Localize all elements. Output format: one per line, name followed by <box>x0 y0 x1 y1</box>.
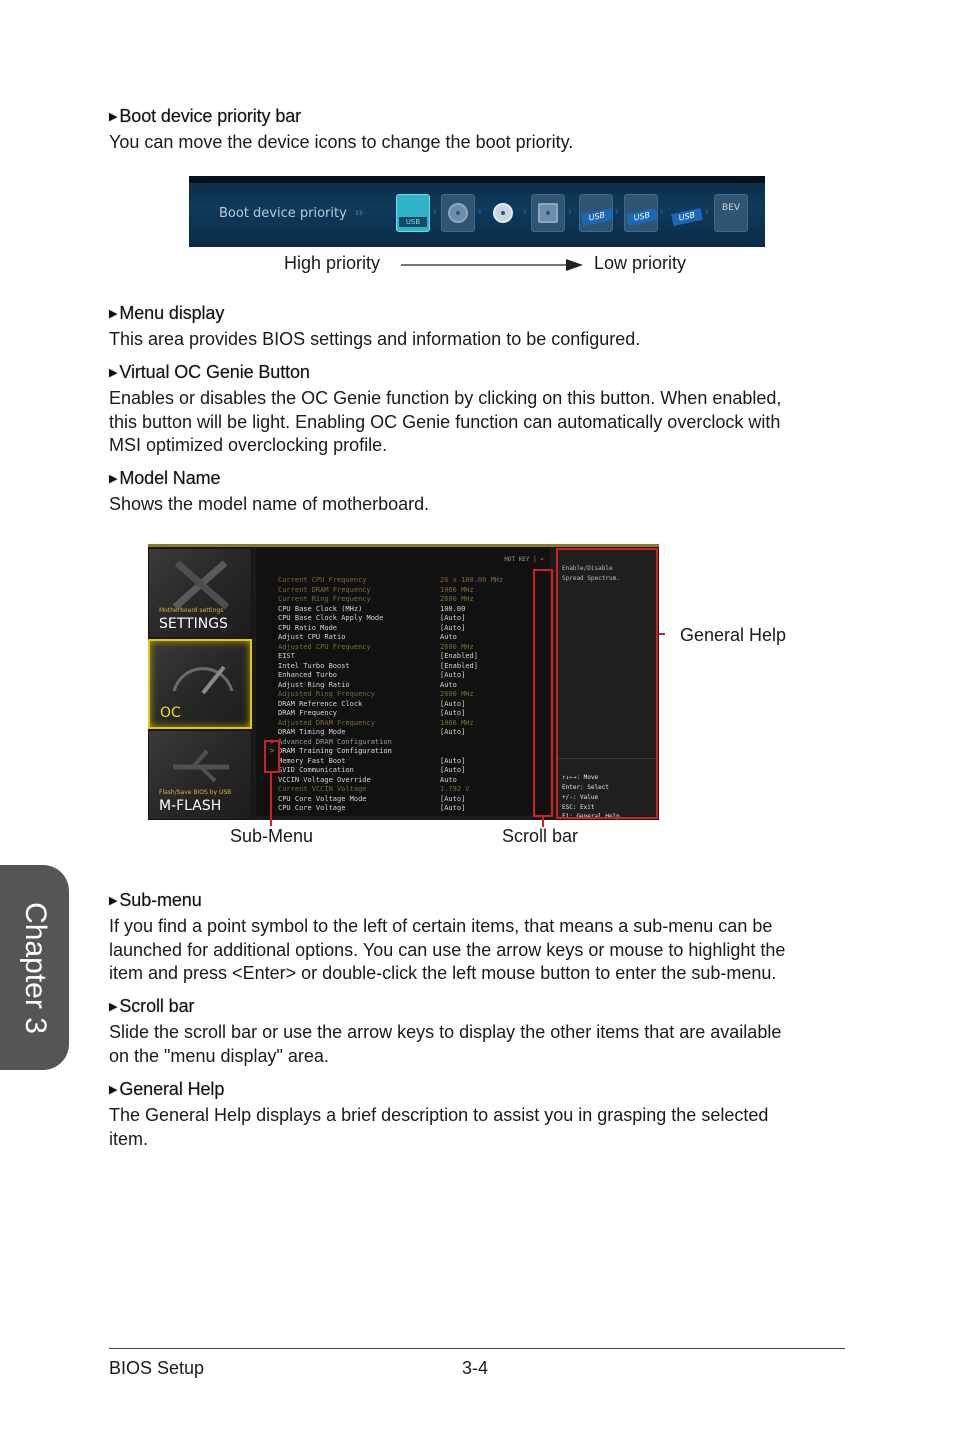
menu-item-label: CPU Core Voltage Mode <box>278 794 367 803</box>
sub-menu-pointer-icon: > <box>270 738 275 746</box>
menu-item-label: Current Ring Frequency <box>278 595 371 603</box>
heading-menu-display: ▶ Menu display <box>109 303 225 323</box>
menu-item[interactable] <box>278 718 474 728</box>
scroll-bar-text: Slide the scroll bar or use the arrow keys to display the other items that are available on the "menu display" area. <box>109 1022 782 1066</box>
menu-item-value: [Auto] <box>440 699 466 708</box>
bev-device-icon[interactable]: BEV <box>714 194 748 232</box>
scroll-bar-callout-label: Scroll bar <box>502 826 579 846</box>
menu-item-value: 100.00 <box>440 604 466 613</box>
menu-item-label: CPU Base Clock (MHz) <box>278 604 363 613</box>
sub-menu-text: If you find a point symbol to the left of certain items, that means a sub-menu can be launched for additional options. You can use the arrow keys or mouse to highlight the item and press <Enter> or double-click the left mouse button to enter the sub-menu. <box>109 916 786 983</box>
menu-item[interactable] <box>278 652 478 661</box>
scroll-bar-callout-box <box>533 569 553 817</box>
boot-bar-title: Boot device priority <box>219 206 347 221</box>
menu-item[interactable] <box>278 766 466 775</box>
bullet-triangle-icon: ▶ <box>109 111 118 123</box>
menu-item-value: 1.792 V <box>440 785 470 793</box>
separator-icon: › <box>433 206 437 217</box>
footer-rule <box>109 1348 845 1349</box>
menu-item-value: 1066 MHz <box>440 718 474 727</box>
bullet-triangle-icon: ▶ <box>109 1084 118 1096</box>
bullet-triangle-icon: ▶ <box>109 367 118 379</box>
heading-model-name: ▶ Model Name <box>109 468 221 488</box>
separator-icon: › <box>568 206 572 217</box>
general-help-leader-line <box>659 633 665 635</box>
menu-item[interactable] <box>278 690 474 699</box>
menu-item[interactable] <box>278 576 504 585</box>
menu-item[interactable] <box>278 699 466 709</box>
gauge-icon <box>168 647 238 707</box>
menu-item-value: [Auto] <box>440 766 466 774</box>
disk-icon <box>448 203 468 223</box>
boot-device-priority-bar <box>189 176 765 247</box>
menu-item-label: Adjust CPU Ratio <box>278 633 346 641</box>
menu-item-label: Adjusted Ring Frequency <box>278 690 375 698</box>
menu-item[interactable] <box>278 709 466 718</box>
menu-item[interactable] <box>278 661 478 671</box>
menu-item-value: [Auto] <box>440 804 466 812</box>
menu-item[interactable] <box>278 804 466 813</box>
menu-item-value: 2600 MHz <box>440 642 474 651</box>
menu-item-value: Auto <box>440 633 457 641</box>
menu-item-value: [Auto] <box>440 671 466 679</box>
settings-tile[interactable] <box>148 548 252 638</box>
network-icon <box>538 203 558 223</box>
menu-item[interactable] <box>278 614 466 623</box>
menu-item-label: Current CPU Frequency <box>278 576 367 584</box>
heading-boot-priority: ▶ Boot device priority bar <box>109 106 302 126</box>
chapter-tab: Chapter 3 <box>0 865 69 1070</box>
optical-drive-device-icon[interactable] <box>486 194 520 232</box>
menu-item-label: Current VCCIN Voltage <box>278 785 367 793</box>
menu-item-label: DRAM Training Configuration <box>278 747 392 755</box>
chevron-right-icon: ›› <box>355 205 363 219</box>
menu-item[interactable] <box>278 775 457 785</box>
menu-item-label: DRAM Reference Clock <box>278 699 363 708</box>
menu-item-value: [Auto] <box>440 794 466 803</box>
panel-top-accent <box>148 544 659 547</box>
hard-disk-device-icon[interactable] <box>441 194 475 232</box>
menu-item-label: DRAM Timing Mode <box>278 728 346 736</box>
menu-item-value: 26 x 100.00 MHz <box>440 576 504 584</box>
oc-tile-title: OC <box>160 705 181 721</box>
menu-item[interactable] <box>278 595 474 604</box>
menu-item[interactable] <box>278 785 470 794</box>
boot-priority-text: You can move the device icons to change the boot priority. <box>109 132 574 152</box>
sub-menu-pointer-icon: > <box>270 748 275 755</box>
help-text-line: Spread Spectrum. <box>562 575 620 582</box>
menu-item-value: [Auto] <box>440 614 466 622</box>
model-name-text: Shows the model name of motherboard. <box>109 494 430 514</box>
menu-item[interactable] <box>278 747 392 756</box>
menu-item[interactable] <box>278 623 466 633</box>
separator-icon: › <box>478 206 482 217</box>
oc-tile[interactable] <box>148 639 252 729</box>
menu-item-value: Auto <box>440 680 457 689</box>
menu-item-label: CPU Ratio Mode <box>278 623 338 632</box>
menu-item-label: Intel Turbo Boost <box>278 661 350 670</box>
menu-display-area <box>256 548 550 816</box>
usb-key-device-icon[interactable]: USB <box>396 194 430 232</box>
bullet-triangle-icon: ▶ <box>109 308 118 320</box>
menu-item-label: DRAM Frequency <box>278 709 338 717</box>
menu-item-label: VCCIN Voltage Override <box>278 775 371 784</box>
usb-cd-device-icon[interactable]: USB <box>669 194 703 232</box>
key-hint-line: Enter: Select <box>562 784 609 791</box>
separator-icon: › <box>523 206 527 217</box>
menu-item-value: 1066 MHz <box>440 585 474 594</box>
menu-item-value: [Enabled] <box>440 652 478 660</box>
m-flash-tile-subtitle: Flash/Save BIOS by USB <box>159 789 232 796</box>
usb-hdd-device-icon[interactable]: USB <box>579 194 613 232</box>
menu-item-label: CPU Core Voltage <box>278 804 346 812</box>
key-hint-line: ESC: Exit <box>562 804 595 811</box>
general-help-callout-box <box>556 548 658 819</box>
heading-virtual-oc-genie: ▶ Virtual OC Genie Button <box>109 362 310 382</box>
heading-sub-menu: ▶ Sub-menu <box>109 890 202 910</box>
separator-icon: › <box>705 206 709 217</box>
menu-item[interactable] <box>278 671 466 680</box>
menu-item-value: [Auto] <box>440 756 466 765</box>
menu-item-label: Memory Fast Boot <box>278 756 346 765</box>
menu-item[interactable] <box>278 642 474 652</box>
virtual-oc-genie-text: Enables or disables the OC Genie function by clicking on this button. When enabled, this button will be light. Enabling OC Genie function can automatically overclock with MSI optimized overclocking profile. <box>109 388 782 455</box>
disc-icon <box>493 203 513 223</box>
menu-item-label: Current DRAM Frequency <box>278 585 371 594</box>
key-hint-line: +/-: Value <box>562 794 599 801</box>
menu-item-value: 2600 MHz <box>440 595 474 603</box>
low-priority-label: Low priority <box>594 253 687 273</box>
sub-menu-callout-label: Sub-Menu <box>230 826 314 846</box>
heading-scroll-bar: ▶ Scroll bar <box>109 996 195 1016</box>
menu-item-label: Advanced DRAM Configuration <box>278 737 392 746</box>
menu-item-label: Adjusted DRAM Frequency <box>278 718 375 727</box>
menu-item-label: Adjust Ring Ratio <box>278 680 350 689</box>
footer-title: BIOS Setup <box>109 1358 205 1378</box>
general-help-callout-label: General Help <box>680 625 787 645</box>
usb-floppy-device-icon[interactable]: USB <box>624 194 658 232</box>
hotkey-label[interactable]: HOT KEY | ↶ <box>504 556 544 563</box>
menu-item-value: [Auto] <box>440 709 466 717</box>
menu-item[interactable] <box>278 585 474 595</box>
menu-item-value: [Auto] <box>440 728 466 736</box>
help-text-line: Enable/Disable <box>562 565 613 572</box>
menu-item[interactable] <box>278 604 466 614</box>
separator-icon: › <box>660 206 664 217</box>
general-help-text: The General Help displays a brief description to assist you in grasping the selected item. <box>109 1105 769 1149</box>
menu-item[interactable] <box>278 680 457 690</box>
menu-item[interactable] <box>278 738 392 747</box>
bullet-triangle-icon: ▶ <box>109 895 118 907</box>
key-hint-line: ↑↓←→: Move <box>562 774 599 781</box>
menu-item[interactable] <box>278 794 466 804</box>
menu-item-value: [Enabled] <box>440 661 478 670</box>
menu-item-value: 2600 MHz <box>440 690 474 698</box>
menu-item[interactable] <box>278 633 457 642</box>
key-hint-line: F1: General Help <box>562 813 620 820</box>
m-flash-tile-title: M-FLASH <box>159 798 222 814</box>
priority-arrow-icon <box>400 258 584 272</box>
m-flash-tile[interactable] <box>148 730 252 820</box>
menu-item-label: SVID Communication <box>278 766 354 774</box>
bios-menu-screenshot <box>148 544 659 820</box>
heading-general-help: ▶ General Help <box>109 1079 225 1099</box>
settings-tile-title: SETTINGS <box>159 616 228 632</box>
menu-display-text: This area provides BIOS settings and information to be configured. <box>109 329 641 349</box>
high-priority-label: High priority <box>284 253 381 273</box>
menu-item-value: Auto <box>440 775 457 784</box>
menu-item-label: Adjusted CPU Frequency <box>278 642 371 651</box>
separator-icon: › <box>615 206 619 217</box>
menu-item-label: Enhanced Turbo <box>278 671 338 679</box>
menu-item[interactable] <box>278 728 466 737</box>
network-device-icon[interactable] <box>531 194 565 232</box>
sub-menu-leader-line <box>270 772 272 826</box>
settings-tile-subtitle: Motherboard settings <box>159 607 224 614</box>
sub-menu-callout-box <box>264 740 280 773</box>
usb-symbol-icon <box>167 737 237 797</box>
tools-icon <box>167 555 237 615</box>
bullet-triangle-icon: ▶ <box>109 473 118 485</box>
boot-bar-top-strip <box>189 176 765 183</box>
menu-item-label: EIST <box>278 652 295 660</box>
menu-item[interactable] <box>278 756 466 766</box>
menu-item-value: [Auto] <box>440 623 466 632</box>
bullet-triangle-icon: ▶ <box>109 1001 118 1013</box>
menu-item-label: CPU Base Clock Apply Mode <box>278 614 384 622</box>
page-number: 3-4 <box>462 1358 489 1378</box>
